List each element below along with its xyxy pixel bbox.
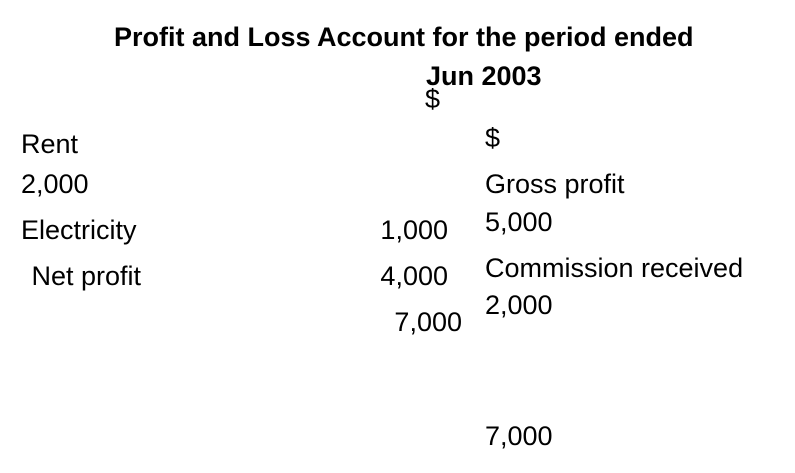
- debit-net-profit-amount: 4,000: [380, 261, 448, 291]
- credit-gross-profit-label: Gross profit: [485, 169, 625, 199]
- credit-commission-amount: 2,000: [485, 290, 553, 320]
- credit-gross-profit-amount: 5,000: [485, 207, 553, 237]
- debit-rent-amount: 2,000: [21, 169, 89, 199]
- title-line-1: Profit and Loss Account for the period ended: [114, 22, 694, 52]
- debit-electricity-label: Electricity: [21, 215, 137, 245]
- credit-total: 7,000: [485, 421, 553, 451]
- debit-net-profit-label: Net profit: [24, 261, 142, 291]
- debit-rent-label: Rent: [21, 129, 79, 159]
- title-line-2: Jun 2003: [426, 61, 542, 91]
- debit-electricity-amount: 1,000: [380, 215, 448, 245]
- credit-currency-symbol: $: [485, 123, 501, 153]
- debit-total: 7,000: [394, 307, 462, 337]
- credit-commission-label: Commission received: [485, 253, 744, 283]
- debit-currency-symbol: $: [425, 84, 441, 114]
